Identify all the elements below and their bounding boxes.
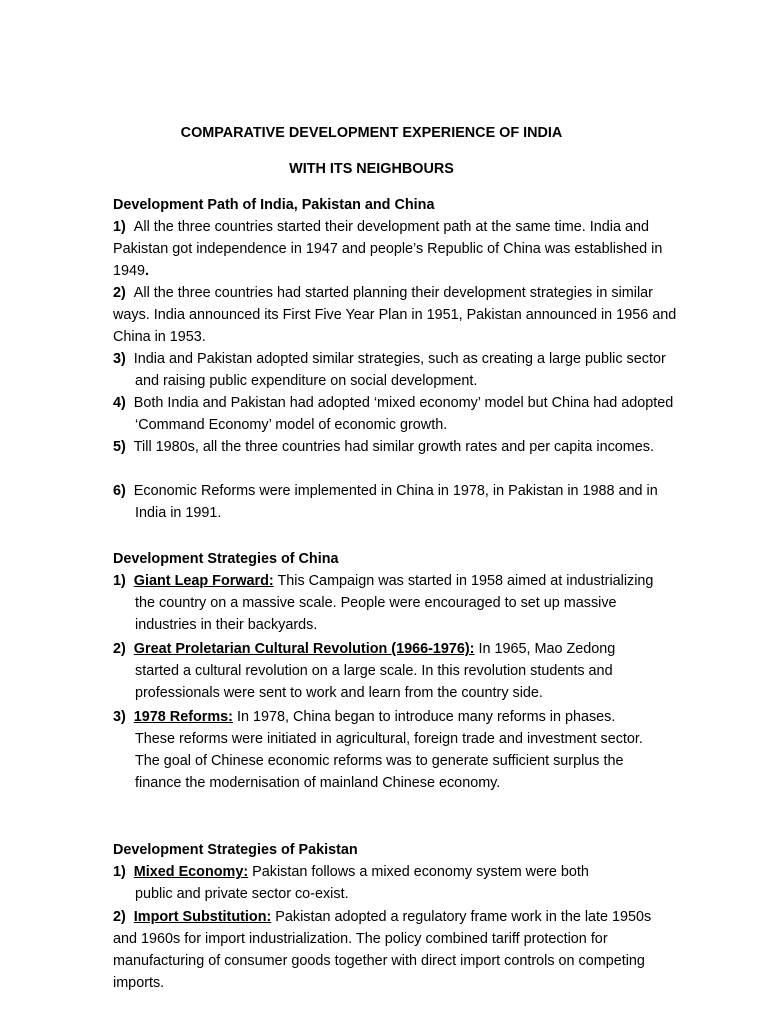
list-item	[113, 706, 645, 794]
section-heading-development-path: Development Path of India, Pakistan and China	[113, 197, 435, 213]
item-term: Import Substitution:	[133, 909, 272, 925]
item-text: In 1978, China began to introduce many reforms in phases. These reforms were initiated in agricultural, foreign trade and investment sector. The goal of Chinese economic reforms was to generate sufficient surplus the finance the modernisation of mainland Chinese economy.	[135, 709, 643, 791]
list-item	[113, 570, 675, 636]
document-title-line1: COMPARATIVE DEVELOPMENT EXPERIENCE OF INDIA	[180, 125, 563, 141]
list-item	[113, 392, 675, 436]
item-text: All the three countries had started planning their development strategies in similar ways. India announced its First Five Year Plan in 1951, Pakistan announced in 1956 and China in 1953.	[113, 285, 677, 345]
item-term: Great Proletarian Cultural Revolution (1966-1976):	[133, 641, 475, 657]
item-number: 5)	[113, 439, 126, 455]
item-text: India and Pakistan adopted similar strategies, such as creating a large public sector and raising public expenditure on social development.	[133, 351, 666, 389]
item-end-mark: .	[145, 263, 150, 279]
item-number: 1)	[113, 573, 126, 589]
section-heading-china: Development Strategies of China	[113, 551, 339, 567]
item-text: This Campaign was started in 1958 aimed at industrializing the country on a massive scale. People were encouraged to set up massive industries in their backyards.	[135, 573, 654, 633]
document-title-line2: WITH ITS NEIGHBOURS	[289, 161, 454, 177]
item-number: 4)	[113, 395, 126, 411]
item-number: 3)	[113, 709, 126, 725]
item-term: 1978 Reforms:	[133, 709, 233, 725]
list-item	[113, 861, 615, 905]
item-text: Economic Reforms were implemented in China in 1978, in Pakistan in 1988 and in India in 1991.	[133, 483, 658, 521]
item-number: 2)	[113, 641, 126, 657]
list-item	[113, 436, 663, 458]
item-number: 1)	[113, 864, 126, 880]
item-number: 2)	[113, 285, 126, 301]
item-text: In 1965, Mao Zedong started a cultural revolution on a large scale. In this revolution students and professionals were sent to work and learn from the country side.	[135, 641, 616, 701]
list-item	[113, 480, 680, 524]
list-item	[113, 638, 660, 704]
item-text: Both India and Pakistan had adopted ‘mixed economy’ model but China had adopted ‘Command Economy’ model of economic growth.	[133, 395, 674, 433]
item-number: 3)	[113, 351, 126, 367]
item-term: Giant Leap Forward:	[133, 573, 274, 589]
list-item	[113, 216, 673, 282]
item-text: Pakistan follows a mixed economy system were both public and private sector co-exist.	[135, 864, 589, 902]
item-text: Pakistan adopted a regulatory frame work in the late 1950s and 1960s for import industrialization. The policy combined tariff protection for manufacturing of consumer goods together with direct import controls on competing imports.	[113, 909, 652, 991]
item-number: 1)	[113, 219, 126, 235]
list-item	[113, 906, 678, 994]
item-text: Till 1980s, all the three countries had similar growth rates and per capita incomes.	[133, 439, 654, 455]
section-heading-pakistan: Development Strategies of Pakistan	[113, 842, 358, 858]
item-number: 2)	[113, 909, 126, 925]
list-item	[113, 348, 675, 392]
item-text: All the three countries started their development path at the same time. India and Pakistan got independence in 1947 and people’s Republic of China was established in 1949	[113, 219, 663, 279]
item-term: Mixed Economy:	[133, 864, 249, 880]
item-number: 6)	[113, 483, 126, 499]
list-item	[113, 282, 688, 348]
